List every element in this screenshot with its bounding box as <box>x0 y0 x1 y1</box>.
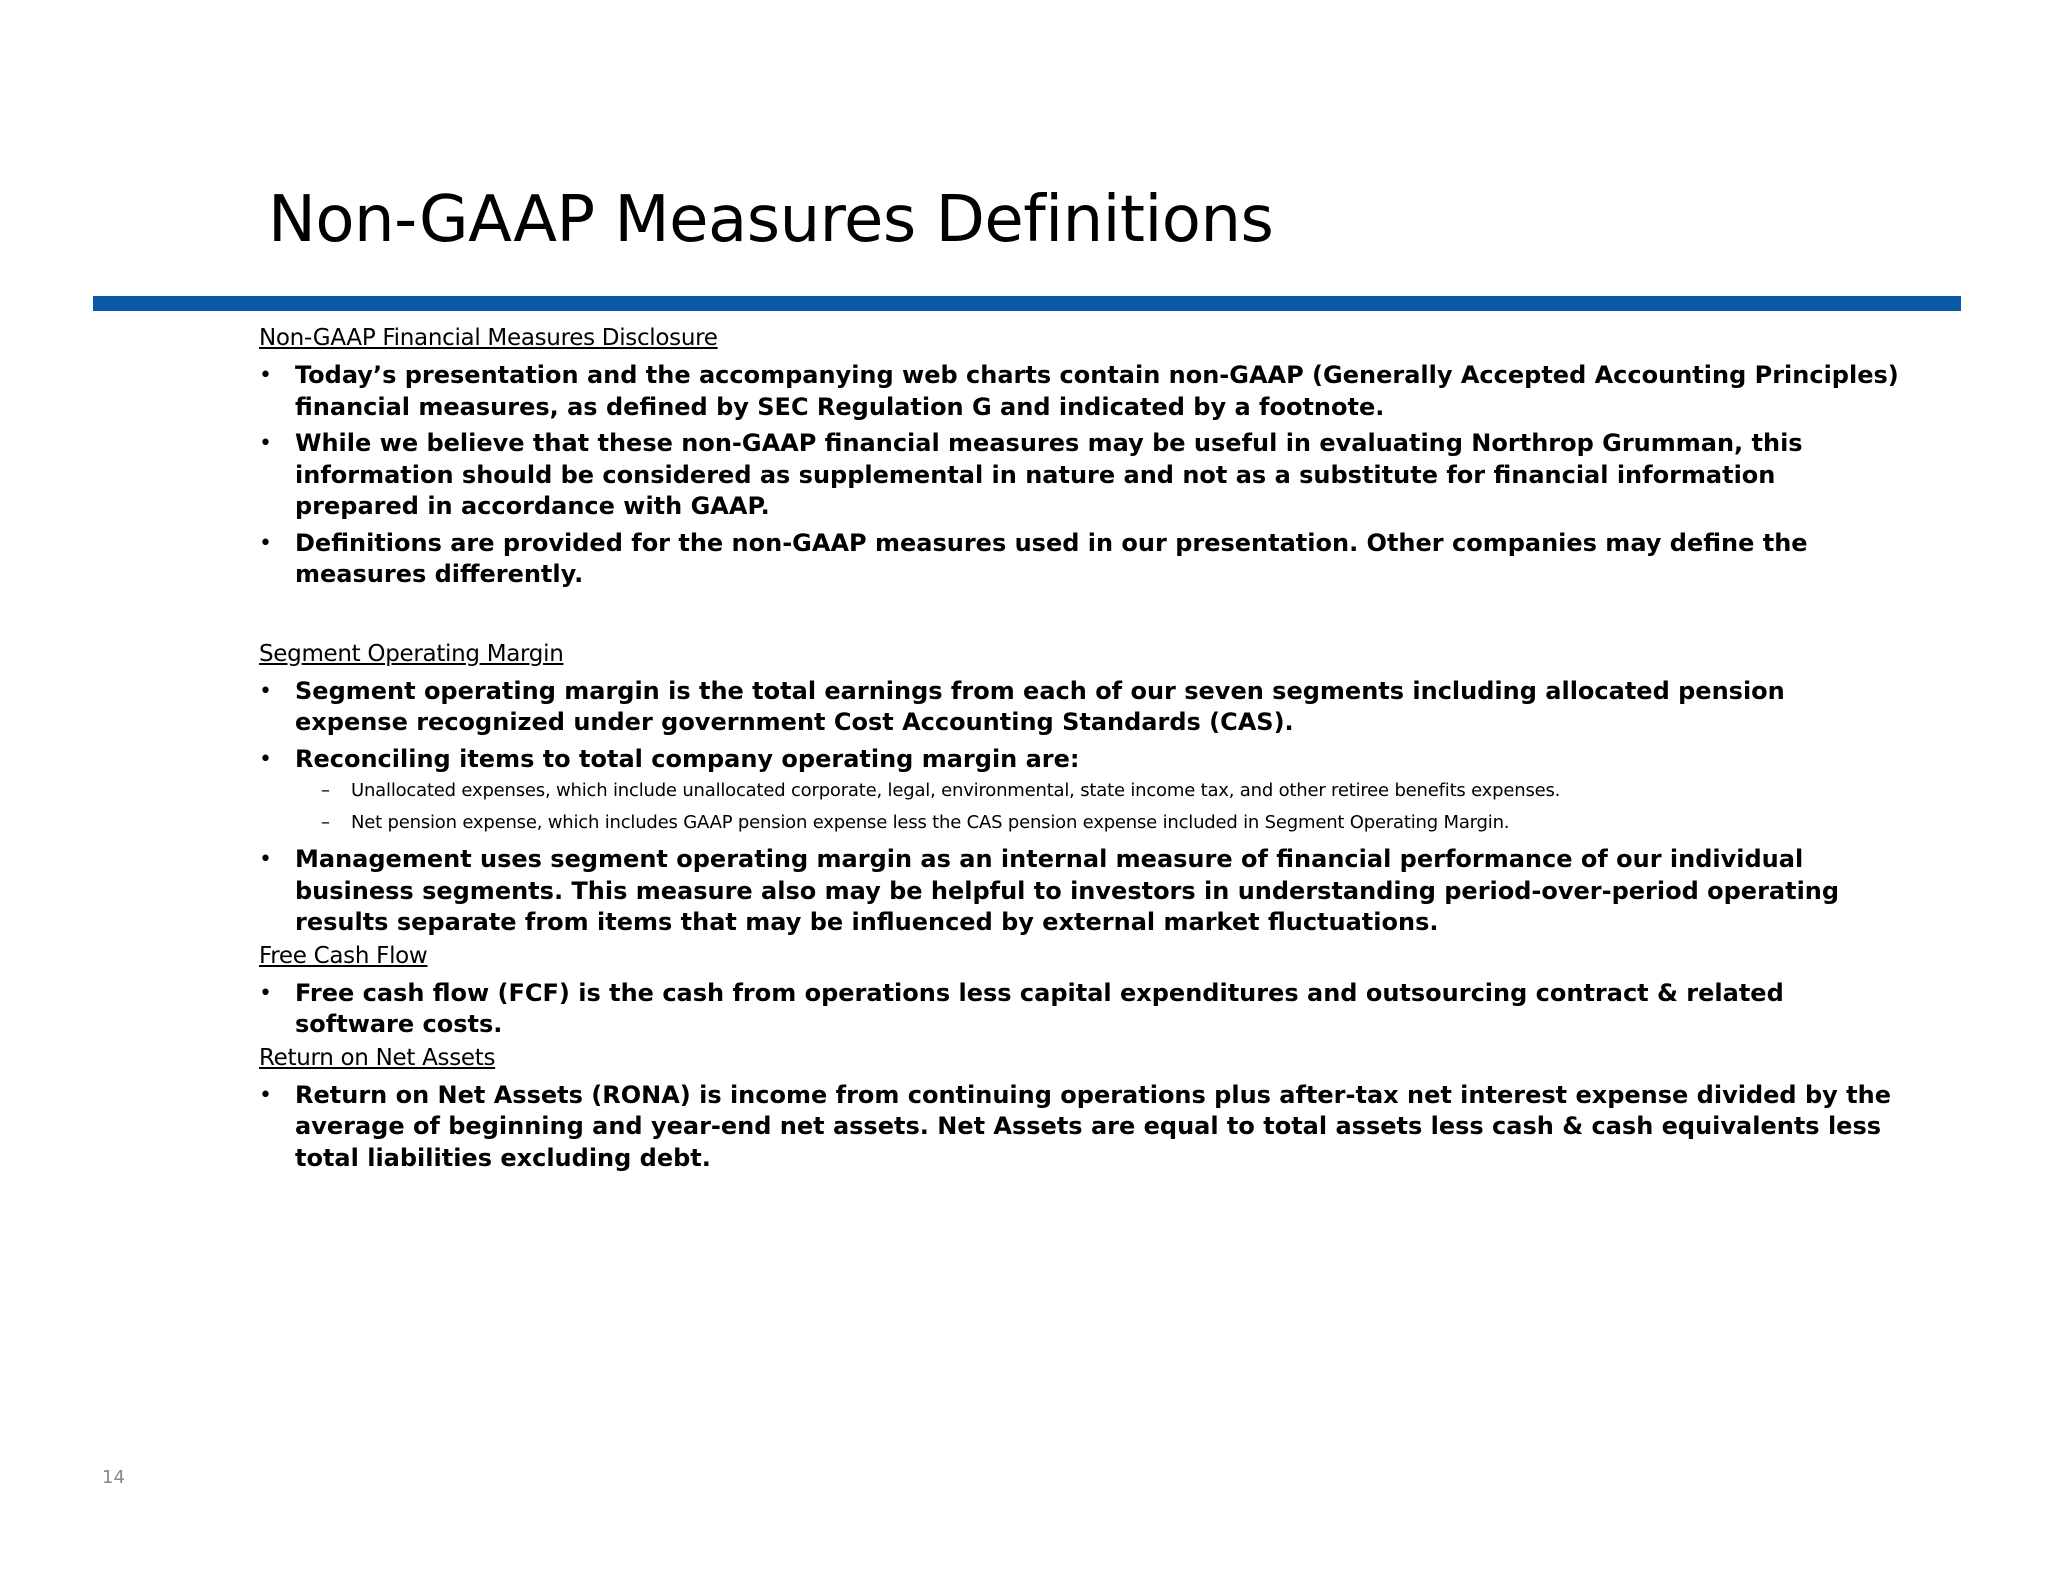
bullet-text: Segment operating margin is the total earnings from each of our seven segments including allocated pension expense recognized under government Cost Accounting Standards (CAS). <box>295 676 1785 736</box>
bullet-text: Today’s presentation and the accompanying web charts contain non-GAAP (Generally Accepted Accounting Principles) financial measures, as defined by SEC Regulation G and indicated by a footnote. <box>295 361 1899 421</box>
bullet-icon: • <box>259 980 272 1006</box>
section-spacer <box>259 591 1899 637</box>
list-item <box>259 360 1899 423</box>
bullet-icon: • <box>259 530 272 556</box>
list-item <box>259 744 1899 776</box>
section-heading-rona: Return on Net Assets <box>259 1044 496 1071</box>
title-divider <box>93 296 1961 311</box>
dash-icon: – <box>321 812 330 833</box>
bullet-text: Return on Net Assets (RONA) is income from continuing operations plus after-tax net interest expense divided by the average of beginning and year-end net assets. Net Assets are equal to total assets less cash & cash equivalents less total liabilities excluding debt. <box>295 1080 1891 1172</box>
bullet-icon: • <box>259 678 272 704</box>
sub-bullet-text: Unallocated expenses, which include unallocated corporate, legal, environmental, state income tax, and other retiree benefits expenses. <box>351 780 1561 801</box>
section-heading-free-cash-flow: Free Cash Flow <box>259 942 428 969</box>
page-title: Non-GAAP Measures Definitions <box>268 183 1274 257</box>
sub-list-item <box>259 775 1899 807</box>
sub-list-item <box>259 807 1899 839</box>
list-item <box>259 844 1899 939</box>
bullet-text: Management uses segment operating margin as an internal measure of financial performance of our individual business segments. This measure also may be helpful to investors in understanding period-over-period operating results separate from items that may be influenced by external market fluctuations. <box>295 845 1840 936</box>
bullet-text: While we believe that these non-GAAP financial measures may be useful in evaluating Northrop Grumman, this information should be considered as supplemental in nature and not as a substitute for financial information prepared in accordance with GAAP. <box>295 429 1803 520</box>
section-heading-disclosure: Non-GAAP Financial Measures Disclosure <box>259 325 718 351</box>
list-item <box>259 1080 1899 1175</box>
slide-body <box>259 321 1899 1174</box>
bullet-icon: • <box>259 746 272 772</box>
list-item <box>259 428 1899 523</box>
section-heading-segment-margin: Segment Operating Margin <box>259 640 564 667</box>
bullet-icon: • <box>259 847 272 872</box>
bullet-text: Free cash flow (FCF) is the cash from operations less capital expenditures and outsourcing contract & related software costs. <box>295 978 1784 1038</box>
bullet-text: Definitions are provided for the non-GAAP measures used in our presentation. Other companies may define the measures differently. <box>295 528 1808 588</box>
list-item <box>259 676 1899 739</box>
sub-bullet-text: Net pension expense, which includes GAAP pension expense less the CAS pension expense included in Segment Operating Margin. <box>351 812 1510 833</box>
bullet-text: Reconciling items to total company operating margin are: <box>295 744 1080 773</box>
dash-icon: – <box>321 780 330 801</box>
bullet-icon: • <box>259 1082 272 1108</box>
list-item <box>259 528 1899 591</box>
page-number: 14 <box>102 1467 125 1488</box>
list-item <box>259 978 1899 1041</box>
bullet-icon: • <box>259 431 272 456</box>
bullet-icon: • <box>259 363 272 388</box>
